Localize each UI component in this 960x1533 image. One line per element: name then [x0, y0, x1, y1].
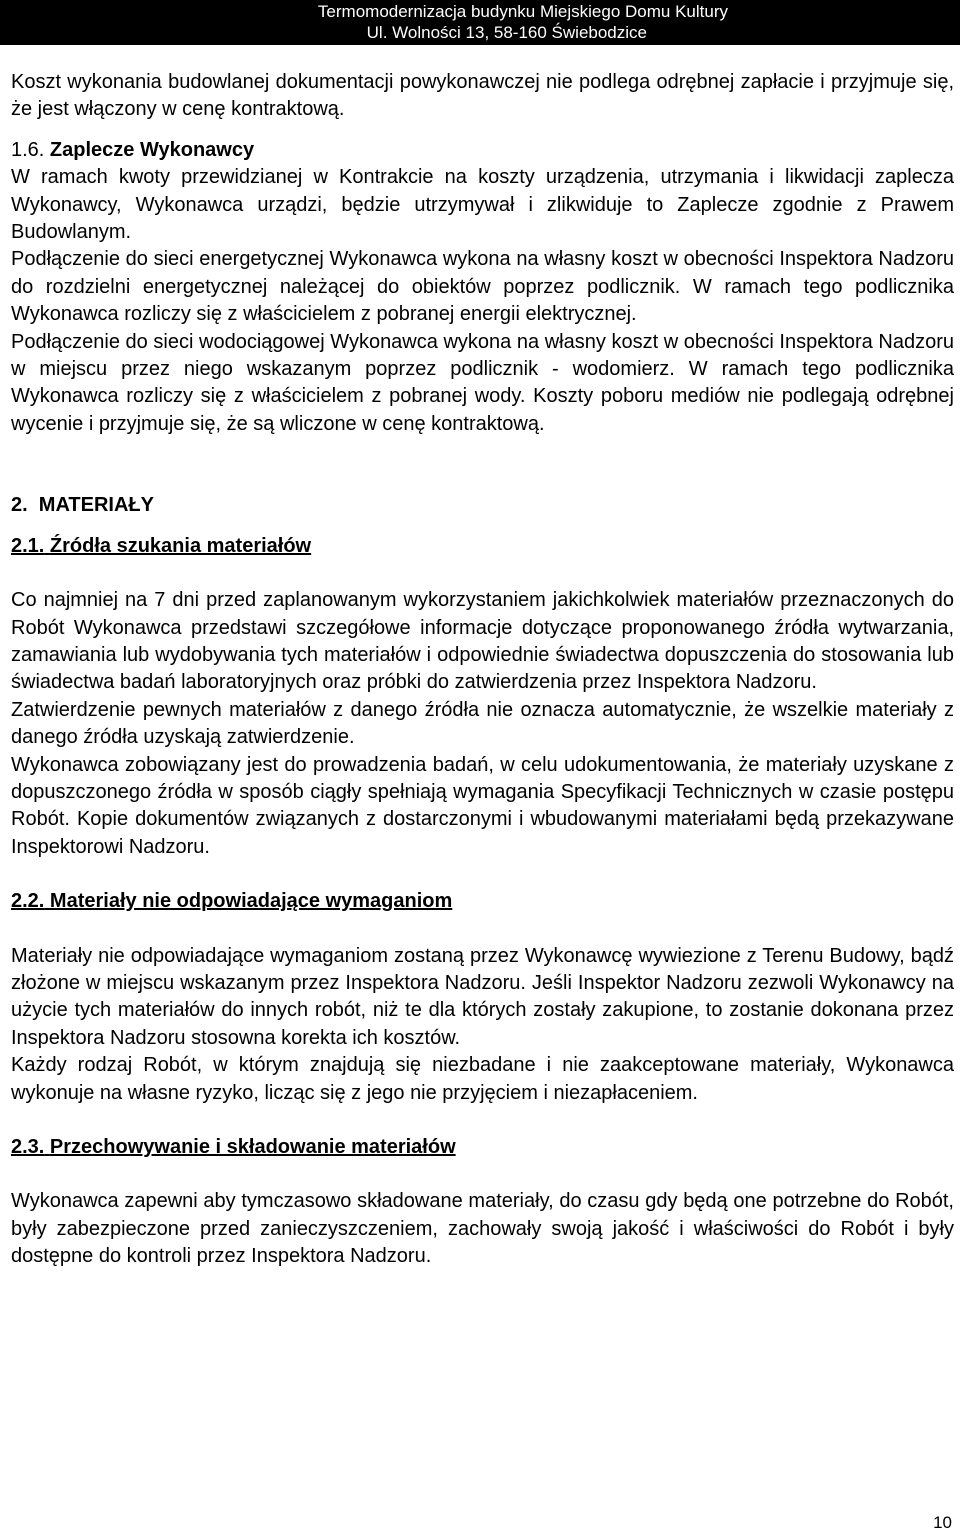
section-title: Materiały nie odpowiadające wymaganiom [49, 890, 453, 913]
paragraph: Wykonawca zapewni aby tymczasowo składowane materiały, do czasu gdy będą one potrzebne do Robót, były zabezpieczone przed zanieczyszczeniem, zachowały swoją jakość i właściwości do Robót i były dostępne do kontroli przez Inspektora Nadzoru. [11, 1190, 954, 1268]
section-2-3-heading [11, 1134, 954, 1161]
paragraph: Wykonawca zobowiązany jest do prowadzenia badań, w celu udokumentowania, że materiały uzyskane z dopuszczonego źródła w sposób ciągły spełniają wymagania Specyfikacji Technicznych w czasie postępu Robót. Kopie dokumentów związanych z dostarczonymi i wbudowanymi materiałami będą przekazywane Inspektorowi Nadzoru. [11, 753, 954, 858]
paragraph: Co najmniej na 7 dni przed zaplanowanym wykorzystaniem jakichkolwiek materiałów przeznaczonych do Robót Wykonawca przedstawi szczegółowe informacje dotyczące proponowanego źródła wytwarzania, zamawiania lub wydobywania tych materiałów i odpowiednie świadectwa dopuszczenia do stosowania lub świadectwa badań laboratoryjnych oraz próbki do zatwierdzenia przez Inspektora Nadzoru. [11, 589, 954, 694]
section-number: 2.1. [11, 534, 45, 557]
page-number: 10 [933, 1513, 952, 1532]
document-body [11, 69, 954, 1271]
paragraph: Podłączenie do sieci wodociągowej Wykonawca wykona na własny koszt w obecności Inspektora Nadzoru w miejscu przez niego wskazanym poprzez podlicznik - wodomierz. W ramach tego podlicznika Wykonawca rozliczy się z właścicielem z pobranej wody. Koszty poboru mediów nie podlegają odrębnej wycenie i przyjmuje się, że są wliczone w cenę kontraktową. [11, 330, 954, 435]
page-header [0, 0, 960, 45]
intro-paragraph: Koszt wykonania budowlanej dokumentacji powykonawczej nie podlega odrębnej zapłacie i przyjmuje się, że jest włączony w cenę kontraktową. [11, 71, 954, 121]
section-1-6-heading [11, 137, 954, 164]
section-number: 2.3. [11, 1136, 45, 1158]
paragraph: W ramach kwoty przewidzianej w Kontrakcie na koszty urządzenia, utrzymania i likwidacji zaplecza Wykonawcy, Wykonawca urządzi, będzie utrzymywał i zlikwiduje to Zaplecze zgodnie z Prawem Budowlanym. [11, 166, 954, 244]
header-title: Termomodernizacja budynku Miejskiego Domu Kultury [317, 2, 728, 21]
section-number: 2.2. [11, 890, 45, 913]
section-title: Zaplecze Wykonawcy [49, 138, 255, 161]
section-2-1-heading [11, 533, 954, 560]
section-title: Przechowywanie i składowanie materiałów [49, 1136, 456, 1158]
section-number: 1.6. [11, 138, 45, 161]
chapter-2-heading: 2. MATERIAŁY [11, 494, 154, 517]
section-2-2-heading [11, 888, 954, 915]
paragraph: Materiały nie odpowiadające wymaganiom zostaną przez Wykonawcę wywiezione z Terenu Budowy, bądź złożone w miejscu wskazanym przez Inspektora Nadzoru. Jeśli Inspektor Nadzoru zezwoli Wykonawcy na użycie tych materiałów do innych robót, niż te dla których zostały zakupione, to zostanie dokonana przez Inspektora Nadzoru stosowna korekta ich kosztów. [11, 944, 954, 1049]
paragraph: Zatwierdzenie pewnych materiałów z danego źródła nie oznacza automatycznie, że wszelkie materiały z danego źródła uzyskają zatwierdzenie. [11, 698, 954, 749]
paragraph: Podłączenie do sieci energetycznej Wykonawca wykona na własny koszt w obecności Inspektora Nadzoru do rozdzielni energetycznej należącej do obiektów poprzez podlicznik. W ramach tego podlicznika Wykonawca rozliczy się z właścicielem z pobranej energii elektrycznej. [11, 248, 954, 326]
section-title: Źródła szukania materiałów [49, 534, 312, 557]
header-address: Ul. Wolności 13, 58-160 Świebodzice [366, 23, 647, 42]
paragraph: Każdy rodzaj Robót, w którym znajdują się niezbadane i nie zaakceptowane materiały, Wykonawca wykonuje na własne ryzyko, licząc się z jego nie przyjęciem i niezapłaceniem. [11, 1054, 954, 1104]
